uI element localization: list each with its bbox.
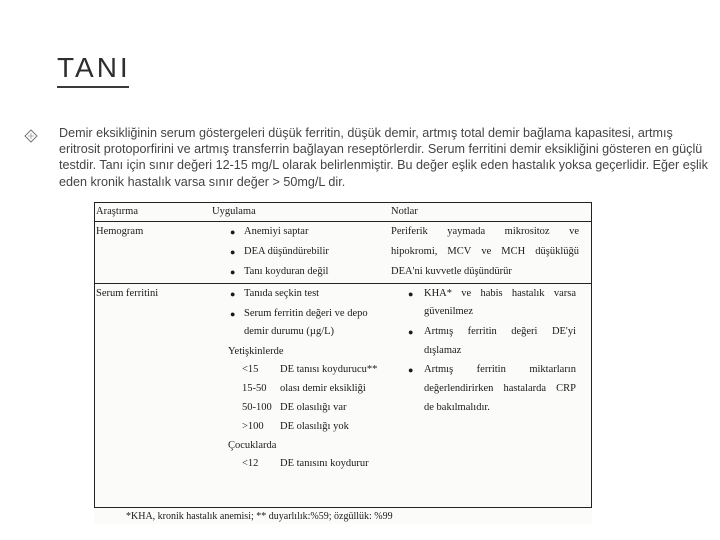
adults-label: Yetişkinlerde	[228, 346, 284, 357]
ferritin-note: Artmış ferritin değeri DE'yi	[424, 326, 576, 337]
row-divider	[94, 283, 592, 284]
hemogram-item: DEA düşündürebilir	[244, 246, 329, 257]
table-footnote: *KHA, kronik hastalık anemisi; ** duyarlılık:%59; özgüllük: %99	[126, 511, 393, 522]
ferritin-item: Tanıda seçkin test	[244, 288, 320, 299]
table-top-border	[94, 202, 592, 203]
row-label-serum-ferritini: Serum ferritini	[96, 288, 159, 299]
hemogram-note: Periferik yaymada mikrositoz ve	[391, 226, 579, 237]
adult-range: 15-50	[242, 383, 267, 394]
children-label: Çocuklarda	[228, 440, 277, 451]
ferritin-note: güvenilmez	[424, 306, 473, 317]
table-bottom-border	[94, 507, 592, 508]
ferritin-note: Artmış ferritin miktarların	[424, 364, 576, 375]
bullet-dot-icon: ●	[230, 227, 236, 237]
ferritin-item: Serum ferritin değeri ve depo	[244, 308, 368, 319]
body-paragraph: Demir eksikliğinin serum göstergeleri düşük ferritin, düşük demir, artmış total demir bağlama kapasitesi, artmış eritrosit protoporfirini ve artmış transferrin bağlayan reseptörlerdir. Serum ferritini demir eksikliğini gösteren en güçlü testdir. Tanı için sınır değeri 12-15 mg/L olarak belirlenmiştir. Bu değer eşlik eden hastalık yoksa geçerlidir. Eğer eşlik eden kronik hastalık varsa sınır değer > 50mg/L dir.	[59, 126, 708, 189]
ferritin-note: de bakılmalıdır.	[424, 402, 490, 413]
hemogram-note: DEA'ni kuvvetle düşündürür	[391, 266, 512, 277]
hemogram-item: Tanı koyduran değil	[244, 266, 329, 277]
bullet-dot-icon: ●	[230, 267, 236, 277]
child-desc: DE tanısını koydurur	[280, 458, 369, 469]
adult-range: 50-100	[242, 402, 272, 413]
table-right-border	[591, 202, 592, 508]
adult-range: >100	[242, 421, 264, 432]
hollow-diamond-bullet-icon	[24, 129, 38, 143]
bullet-dot-icon: ●	[230, 309, 236, 319]
header-uygulama: Uygulama	[212, 206, 256, 217]
hemogram-note: hipokromi, MCV ve MCH düşüklüğü	[391, 246, 579, 257]
bullet-dot-icon: ●	[230, 247, 236, 257]
header-arastirma: Araştırma	[96, 206, 138, 217]
bullet-dot-icon: ●	[408, 327, 414, 337]
bullet-dot-icon: ●	[230, 289, 236, 299]
ferritin-note: dışlamaz	[424, 345, 462, 356]
row-label-hemogram: Hemogram	[96, 226, 144, 237]
adult-desc: DE olasılığı var	[280, 402, 347, 413]
bullet-dot-icon: ●	[408, 365, 414, 375]
header-notlar: Notlar	[391, 206, 418, 217]
hemogram-item: Anemiyi saptar	[244, 226, 309, 237]
ferritin-note: KHA* ve habis hastalık varsa	[424, 288, 576, 299]
title-underline	[57, 86, 129, 88]
adult-range: <15	[242, 364, 259, 375]
adult-desc: DE tanısı koydurucu**	[280, 364, 378, 375]
table-left-border	[94, 202, 95, 508]
adult-desc: DE olasılığı yok	[280, 421, 349, 432]
diagnosis-table	[94, 202, 592, 524]
ferritin-item: demir durumu (µg/L)	[244, 326, 335, 337]
slide-title: TANI	[57, 52, 131, 83]
ferritin-note: değerlendirirken hastalarda CRP	[424, 383, 576, 394]
adult-desc: olası demir eksikliği	[280, 383, 366, 394]
child-range: <12	[242, 458, 259, 469]
bullet-dot-icon: ●	[408, 289, 414, 299]
header-border	[94, 221, 592, 222]
